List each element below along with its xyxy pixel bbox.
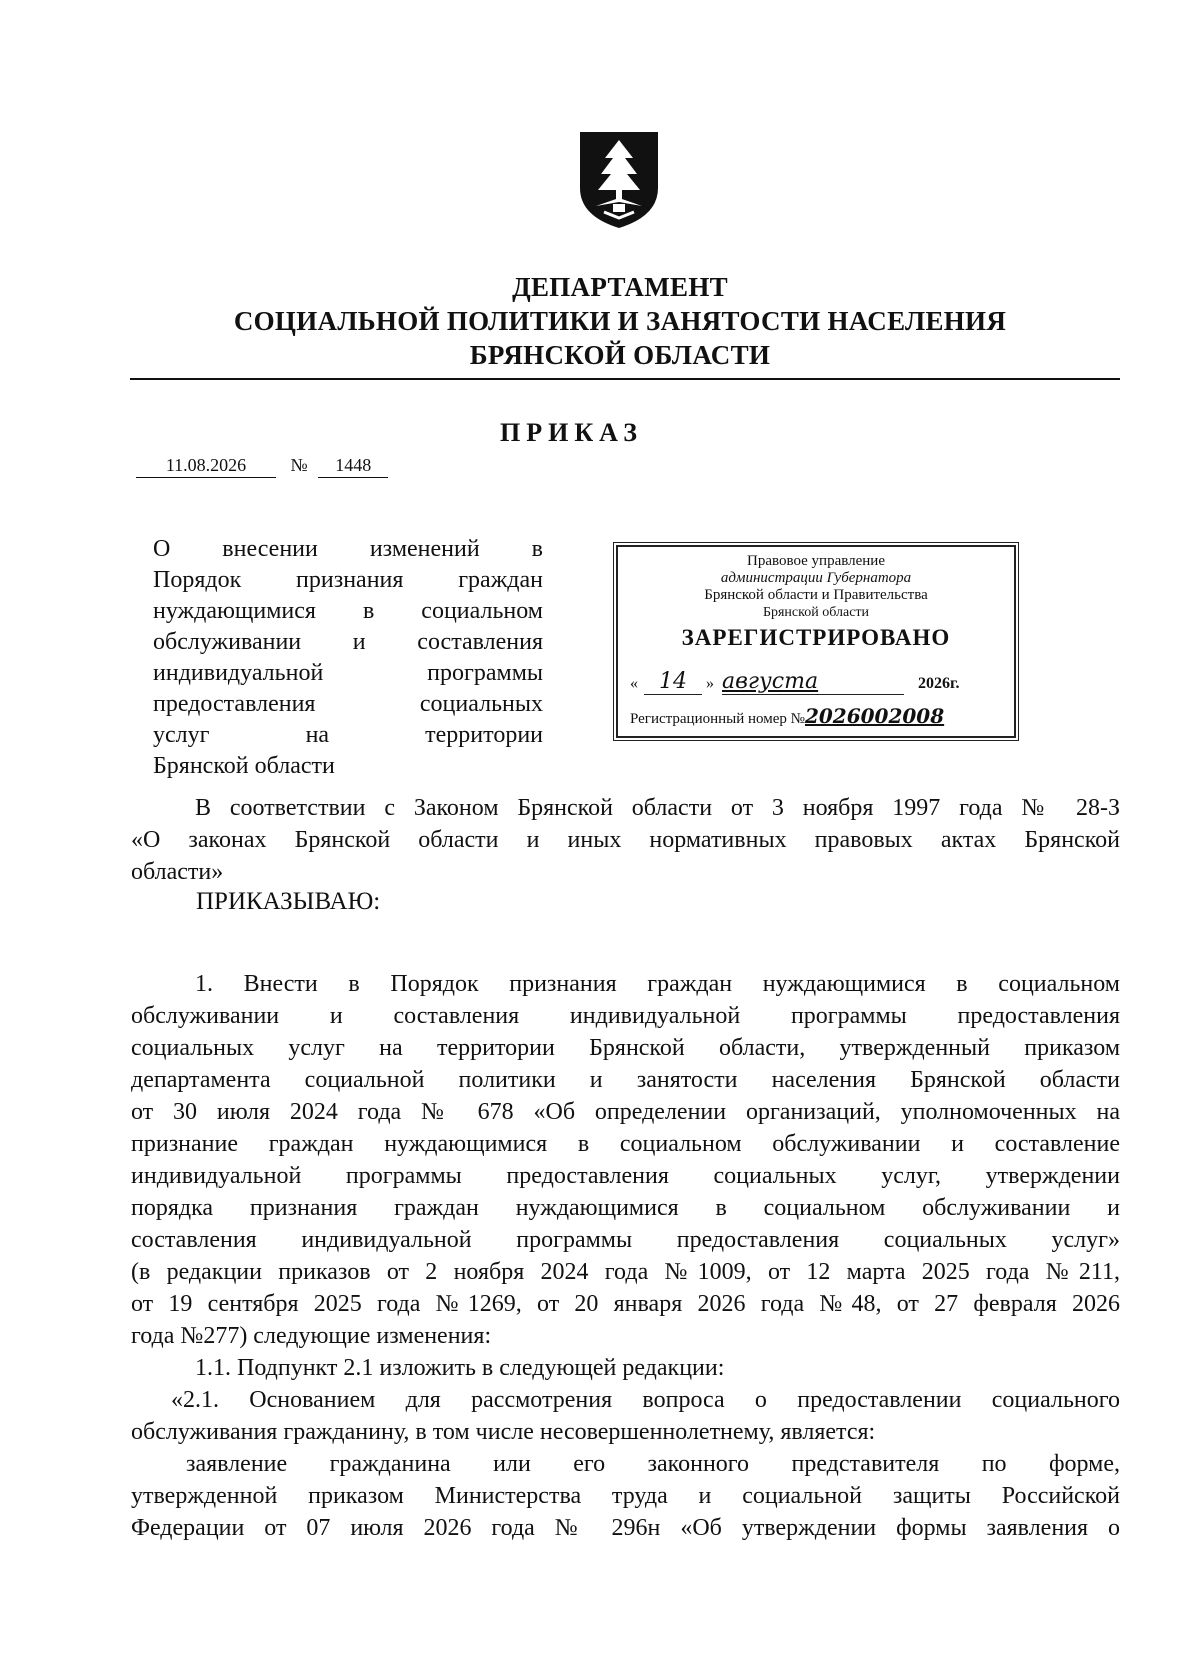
stamp-month: августа <box>722 669 904 695</box>
body-line: от 19 сентября 2025 года №1269, от 20 января 2026 года №48, от 27 февраля 2026 <box>131 1291 1120 1317</box>
subject-line: обслуживании и составления <box>153 629 543 655</box>
order-date: 11.08.2026 <box>136 455 276 478</box>
body-line: обслуживании и составления индивидуальной программы предоставления <box>131 1003 1120 1029</box>
body-line: утвержденной приказом Министерства труда и социальной защиты Российской <box>131 1483 1120 1509</box>
body-line: обслуживания гражданину, в том числе несовершеннолетнему, является: <box>131 1419 876 1445</box>
body-line: года №277) следующие изменения: <box>131 1323 492 1349</box>
body-line: 1. Внести в Порядок признания граждан нуждающимися в социальном <box>195 971 1120 997</box>
preamble <box>131 792 1120 888</box>
body-line: индивидуальной программы предоставления социальных услуг, утверждении <box>131 1163 1120 1189</box>
subject-line: О внесении изменений в <box>153 536 543 562</box>
body-line: «О законах Брянской области и иных нормативных правовых актах Брянской <box>131 827 1120 853</box>
order-number: 1448 <box>318 455 388 478</box>
body-line: 1.1. Подпункт 2.1 изложить в следующей редакции: <box>195 1355 725 1381</box>
subject-line: Порядок признания граждан <box>153 567 543 593</box>
order-date-number <box>136 455 388 478</box>
order-subject <box>153 534 543 782</box>
body-line: (в редакции приказов от 2 ноября 2024 года №1009, от 12 марта 2025 года №211, <box>131 1259 1120 1285</box>
stamp-registration-number <box>630 704 1010 728</box>
body-line: заявление гражданина или его законного представителя по форме, <box>186 1451 1120 1477</box>
body-line: «2.1. Основанием для рассмотрения вопроса о предоставлении социального <box>171 1387 1120 1413</box>
subject-line: предоставления социальных <box>153 691 543 717</box>
body-line: социальных услуг на территории Брянской области, утвержденный приказом <box>131 1035 1120 1061</box>
stamp-line: администрации Губернатора <box>720 570 912 586</box>
department-title-line1: ДЕПАРТАМЕНТ <box>512 272 728 302</box>
department-title-line3: БРЯНСКОЙ ОБЛАСТИ <box>469 340 771 370</box>
stamp-day: 14 <box>644 669 702 695</box>
stamp-registered: ЗАРЕГИСТРИРОВАНО <box>681 625 951 650</box>
stamp-line: Правовое управление <box>747 553 885 569</box>
registration-stamp <box>616 545 1016 738</box>
stamp-regnum-label: Регистрационный номер № <box>630 711 805 727</box>
document-title: ПРИКАЗ <box>500 418 644 447</box>
subject-line: нуждающимися в социальном <box>153 598 543 624</box>
body-line: департамента социальной политики и занятости населения Брянской области <box>131 1067 1120 1093</box>
order-number-label: № <box>290 455 308 475</box>
body-line: составления индивидуальной программы предоставления социальных услуг» <box>131 1227 1120 1253</box>
subject-line: Брянской области <box>153 753 335 779</box>
stamp-line: Брянской области и Правительства <box>704 587 928 603</box>
stamp-quote-open: « <box>630 675 638 692</box>
order-word: ПРИКАЗЫВАЮ: <box>196 888 381 915</box>
body-line: В соответствии с Законом Брянской области от 3 ноября 1997 года № 28-З <box>195 795 1120 821</box>
header-divider <box>130 378 1120 380</box>
subject-line: услуг на территории <box>153 722 543 748</box>
stamp-year: 2026г. <box>918 675 960 692</box>
body-line: Федерации от 07 июля 2026 года № 296н «Об утверждении формы заявления о <box>131 1515 1120 1541</box>
body-line: порядка признания граждан нуждающимися в социальном обслуживании и <box>131 1195 1120 1221</box>
stamp-quote-close: » <box>706 675 714 692</box>
stamp-line: Брянской области <box>762 605 870 620</box>
paragraph-1 <box>131 968 1120 1544</box>
stamp-date <box>630 669 1000 697</box>
body-line: области» <box>131 859 224 885</box>
body-line: от 30 июля 2024 года № 678 «Об определении организаций, уполномоченных на <box>131 1099 1120 1125</box>
subject-line: индивидуальной программы <box>153 660 543 686</box>
stamp-regnum: 2026002008 <box>804 704 945 728</box>
body-line: признание граждан нуждающимися в социальном обслуживании и составление <box>131 1131 1120 1157</box>
bryansk-coat-of-arms-icon <box>576 128 662 232</box>
department-title-line2: СОЦИАЛЬНОЙ ПОЛИТИКИ И ЗАНЯТОСТИ НАСЕЛЕНИЯ <box>233 306 1007 336</box>
